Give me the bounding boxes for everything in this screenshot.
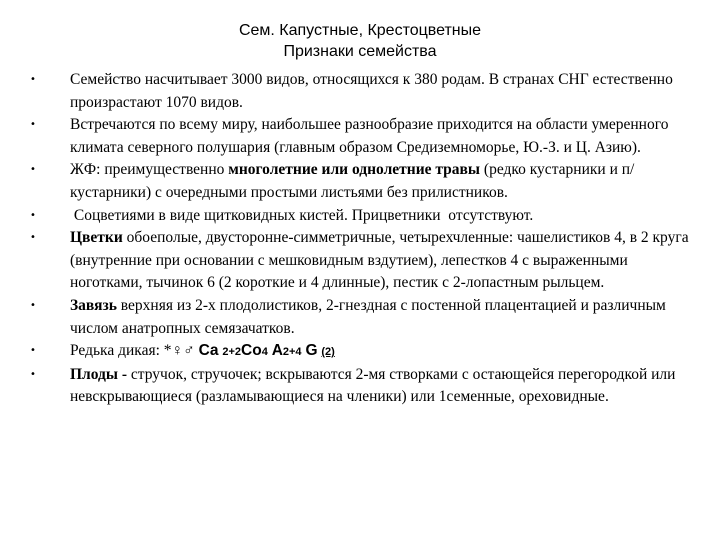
bullet-icon: • xyxy=(30,209,36,221)
formula-a-sub: 2+4 xyxy=(282,346,302,359)
item-text-bold: Плоды - xyxy=(70,365,128,383)
bullet-icon: • xyxy=(30,119,36,131)
formula-a: A xyxy=(271,342,283,360)
item-text: Соцветиями в виде щитковидных кистей. Прицветники отсутствуют. xyxy=(70,206,534,224)
slide-title xyxy=(0,20,720,62)
formula-co-sub: 4 xyxy=(261,346,268,359)
item-text-post: стручок, стручочек; вскрываются 2-мя створками с остающейся перегородкой или невскрывающиеся (разламывающиеся на членики) или 1семенные, ореховидные. xyxy=(70,365,676,406)
formula-ca: Ca xyxy=(198,342,219,360)
item-text-bold: Цветки xyxy=(70,229,123,247)
formula-g: G xyxy=(305,342,318,360)
flower-symbols: *♀♂ xyxy=(163,342,199,360)
formula-ca-sub: 2+2 xyxy=(222,346,242,359)
list-item xyxy=(30,364,690,409)
item-text-bold: Завязь xyxy=(70,296,117,314)
bullet-icon: • xyxy=(30,232,36,244)
item-text-post: (редко кустарники и п/кустарники) с очередными простыми листьями без прилистников. xyxy=(70,161,635,201)
title-line-1: Сем. Капустные, Крестоцветные xyxy=(238,22,482,39)
item-text-pre: ЖФ: преимущественно xyxy=(70,161,229,179)
item-text-post: обоеполые, двусторонне-симметричные, четырехчленные: чашелистиков 4, в 2 круга (внутренние при основании с мешковидным вздутием), лепестков 4 с выраженными ноготками, тычинок 6 (2 короткие и 4 длинные), пестик с 2-лопастным рыльцем. xyxy=(70,229,689,292)
item-text: Семейство насчитывает 3000 видов, относящихся к 380 родам. В странах СНГ естественно произрастают 1070 видов. xyxy=(70,71,673,111)
bullet-icon: • xyxy=(30,74,36,85)
item-text: Встречаются по всему миру, наибольшее разнообразие приходится на области умеренного климата северного полушария (главным образом Средиземноморье, Ю.-З. и Ц. Азию). xyxy=(70,116,669,156)
list-item xyxy=(30,69,690,114)
formula-prefix: Редька дикая: xyxy=(70,342,164,360)
bullet-icon: • xyxy=(30,299,36,311)
list-item xyxy=(30,159,690,204)
list-item xyxy=(30,205,690,228)
formula-co: Co xyxy=(241,342,262,360)
list-item xyxy=(30,227,690,295)
bullet-icon: • xyxy=(30,345,36,357)
list-item xyxy=(30,114,690,159)
title-line-2: Признаки семейства xyxy=(283,43,437,60)
bullet-icon: • xyxy=(30,164,36,176)
list-item-formula xyxy=(30,340,690,364)
item-text-bold: многолетние или однолетние травы xyxy=(228,161,481,179)
bullet-icon: • xyxy=(30,368,36,380)
item-text-post: верхняя из 2-х плодолистиков, 2-гнездная с постенной плацентацией и различным числом анатропных семязачатков. xyxy=(70,296,666,337)
bullet-list xyxy=(30,69,690,409)
formula-g-sub: (2) xyxy=(321,346,335,359)
list-item xyxy=(30,295,690,340)
